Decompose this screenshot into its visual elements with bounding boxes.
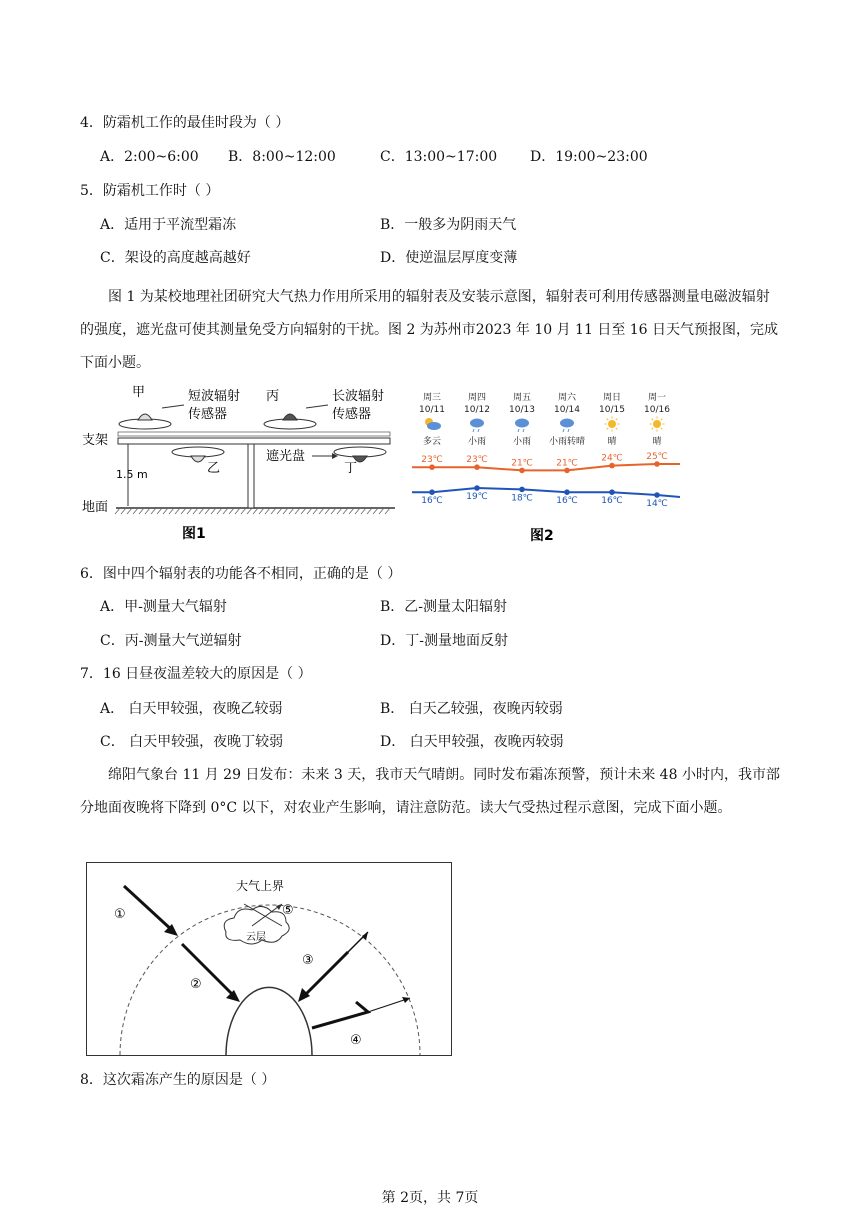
q6-option-b[interactable]: B．乙-测量太阳辐射 <box>380 599 508 615</box>
q7-option-a[interactable]: A． 白天甲较强，夜晚乙较弱 <box>100 701 283 717</box>
sun-icon <box>650 417 665 432</box>
low-temperature-label: 16℃ <box>421 496 443 507</box>
passage-1-text: 图 1 为某校地理社团研究大气热力作用所采用的辐射表及安装示意图，辐射表可利用传感器测量电磁波辐射的强度，遮光盘可使其测量免受方向辐射的干扰。图 2 为苏州市2023 年 10 月 11 日至 16 日天气预报图，完成下面小题。 <box>80 289 779 371</box>
passage-2 <box>80 759 780 825</box>
forecast-weekday: 周一 <box>647 393 667 403</box>
high-temperature-label: 23℃ <box>466 455 488 466</box>
q8-stem: 8．这次霜冻产生的原因是（ ） <box>80 1072 276 1088</box>
high-temperature-line <box>412 464 680 470</box>
label-short-wave-2: 传感器 <box>188 407 228 422</box>
label-shade: 遮光盘 <box>266 449 306 464</box>
q6-stem: 6．图中四个辐射表的功能各不相同，正确的是（ ） <box>80 566 402 582</box>
low-temperature-point <box>519 487 525 493</box>
label-long-wave-2: 传感器 <box>332 407 372 422</box>
label-ground: 地面 <box>82 500 109 515</box>
forecast-date: 10/11 <box>419 405 445 415</box>
forecast-weekday: 周四 <box>467 393 487 403</box>
high-temperature-label: 23℃ <box>421 455 443 466</box>
rain-icon <box>515 419 529 433</box>
forecast-date: 10/13 <box>509 405 535 415</box>
figure-2-weather-forecast <box>410 390 682 550</box>
label-cloud: 云层 <box>246 932 266 943</box>
low-temperature-point <box>474 485 480 491</box>
q7-option-c[interactable]: C． 白天甲较强，夜晚丁较弱 <box>100 734 284 750</box>
forecast-weather: 晴 <box>607 437 617 447</box>
q7-option-d[interactable]: D． 白天甲较强，夜晚丙较弱 <box>380 734 564 750</box>
forecast-date: 10/15 <box>599 405 625 415</box>
passage-1 <box>80 281 780 380</box>
label-atmosphere-top: 大气上界 <box>236 879 285 893</box>
label-long-wave-1: 长波辐射 <box>332 389 385 404</box>
low-temperature-label: 16℃ <box>601 496 623 507</box>
low-temperature-label: 19℃ <box>466 492 488 502</box>
figure-3-atmosphere-heating-diagram <box>86 862 452 1056</box>
high-temperature-point <box>564 468 570 474</box>
q6-option-a[interactable]: A．甲-测量大气辐射 <box>100 599 227 615</box>
high-temperature-point <box>609 463 615 469</box>
low-temperature-point <box>564 489 570 495</box>
low-temperature-label: 18℃ <box>511 493 533 504</box>
high-temperature-point <box>474 464 480 470</box>
forecast-weekday: 周五 <box>512 393 532 403</box>
forecast-weather: 小雨 <box>467 437 487 447</box>
q5-option-d[interactable]: D．使逆温层厚度变薄 <box>380 250 518 266</box>
rain-icon <box>470 419 484 433</box>
low-temperature-point <box>429 489 435 495</box>
forecast-date: 10/16 <box>644 405 670 415</box>
forecast-weather: 多云 <box>422 437 442 447</box>
q5-stem: 5．防霜机工作时（ ） <box>80 183 220 199</box>
q4-option-a[interactable]: A．2:00~6:00 <box>100 149 199 165</box>
forecast-date: 10/12 <box>464 405 490 415</box>
low-temperature-line <box>412 488 680 497</box>
forecast-date: 10/14 <box>554 405 580 415</box>
forecast-weather: 小雨转晴 <box>548 437 586 447</box>
label-4: ④ <box>350 1033 362 1048</box>
cloudy-sun-icon <box>425 418 441 430</box>
forecast-weekday: 周日 <box>602 393 622 403</box>
q7-option-b[interactable]: B． 白天乙较强，夜晚丙较弱 <box>380 701 563 717</box>
forecast-weather: 晴 <box>652 437 662 447</box>
forecast-weekday: 周三 <box>422 393 442 403</box>
forecast-weekday: 周六 <box>557 393 577 403</box>
page-footer: 第 2页，共 7页 <box>381 1190 479 1206</box>
label-3: ③ <box>302 953 314 968</box>
figure-1-caption: 图1 <box>182 526 206 542</box>
low-temperature-label: 14℃ <box>646 499 668 509</box>
q4-option-d[interactable]: D．19:00~23:00 <box>530 149 648 165</box>
high-temperature-point <box>519 468 525 474</box>
q5-option-b[interactable]: B．一般多为阴雨天气 <box>380 217 517 233</box>
label-jia: 甲 <box>132 385 146 400</box>
high-temperature-point <box>654 461 660 467</box>
q4-stem: 4．防霜机工作的最佳时段为（ ） <box>80 115 290 131</box>
q4-option-c[interactable]: C．13:00~17:00 <box>380 149 498 165</box>
q6-option-d[interactable]: D．丁-测量地面反射 <box>380 633 508 649</box>
high-temperature-label: 21℃ <box>511 458 533 469</box>
label-height: 1.5 m <box>116 468 148 481</box>
high-temperature-label: 21℃ <box>556 458 578 469</box>
q7-stem: 7．16 日昼夜温差较大的原因是（ ） <box>80 666 312 682</box>
low-temperature-point <box>609 489 615 495</box>
high-temperature-label: 25℃ <box>646 452 668 462</box>
q5-option-c[interactable]: C．架设的高度越高越好 <box>100 250 251 266</box>
label-1: ① <box>114 907 126 922</box>
low-temperature-label: 16℃ <box>556 496 578 507</box>
high-temperature-label: 24℃ <box>601 453 623 464</box>
figure-1-radiometer-diagram <box>80 380 400 550</box>
label-5: ⑤ <box>282 903 294 918</box>
sun-icon <box>605 417 620 432</box>
passage-2-text: 绵阳气象台 11 月 29 日发布：未来 3 天，我市天气晴朗。同时发布霜冻预警，预计未来 48 小时内，我市部分地面夜晚将下降到 0°C 以下，对农业产生影响，请注意防范。读大气受热过程示意图，完成下面小题。 <box>80 767 780 816</box>
label-short-wave-1: 短波辐射 <box>188 389 241 404</box>
q4-option-b[interactable]: B．8:00~12:00 <box>228 149 336 165</box>
label-2: ② <box>190 977 202 992</box>
label-ding: 丁 <box>344 461 358 476</box>
forecast-weather: 小雨 <box>512 437 532 447</box>
label-support: 支架 <box>82 433 109 448</box>
label-yi: 乙 <box>207 461 221 476</box>
q5-option-a[interactable]: A．适用于平流型霜冻 <box>100 217 237 233</box>
figure-2-caption: 图2 <box>530 528 554 544</box>
low-temperature-point <box>654 492 660 498</box>
label-bing: 丙 <box>266 389 280 404</box>
q6-option-c[interactable]: C．丙-测量大气逆辐射 <box>100 633 242 649</box>
rain-icon <box>560 419 574 433</box>
high-temperature-point <box>429 464 435 470</box>
